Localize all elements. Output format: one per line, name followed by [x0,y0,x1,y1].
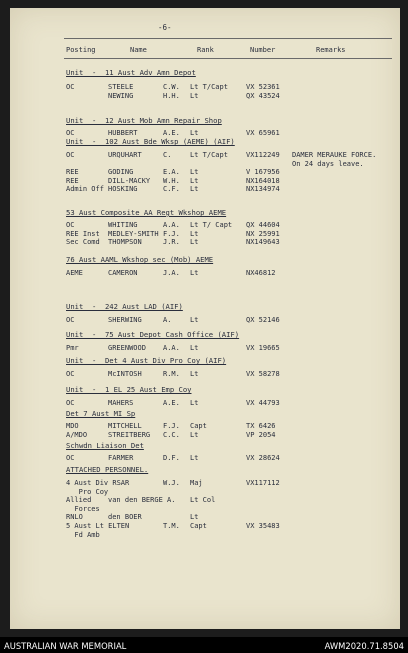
name-cell: GODING [108,168,134,177]
number-cell: VX 52361 [246,83,280,91]
page-number: -6- [158,23,172,32]
name-cell: URQUHART [108,151,142,159]
rank-cell: Lt [190,185,199,194]
posting-cell: OC [66,316,75,324]
name-cell: WHITING [108,221,138,229]
initials-cell: C.W. [163,83,180,91]
rank-cell: Lt [190,91,199,100]
header-number: Number [250,46,276,54]
posting-cell: 5 Aust Lt ELTEN [66,522,130,530]
initials-cell: W.J. [163,479,180,487]
section-title: Det 7 Aust MI Sp [66,409,136,418]
footer-accession: AWM2020.71.8504 [324,641,404,651]
name-cell: HOSKING [108,185,138,194]
header-remarks: Remarks [316,46,346,54]
number-cell: VX112249 [246,151,280,159]
header-rank: Rank [197,46,214,54]
rank-cell: Lt [190,176,199,185]
section-title: Unit - 102 Aust Bde Wksp (AEME) (AIF) [66,137,235,146]
name-cell: van den BERGE A. [108,496,176,505]
number-cell: NX46812 [246,269,276,277]
rank-cell: Lt Col [190,496,216,505]
initials-cell: A. [163,316,172,324]
name-cell: SHERWING [108,316,142,324]
name-cell: STEELE [108,83,134,91]
posting-cell: RNLO [66,513,83,522]
initials-cell: A.A. [163,221,180,229]
initials-cell: R.M. [163,370,180,378]
initials-cell: H.H. [163,91,180,100]
initials-cell: J.A. [163,269,180,277]
rank-cell: Lt T/Capt [190,151,228,159]
name-cell: FARMER [108,454,134,462]
posting-cell: AEME [66,269,83,277]
posting-cell: Pmr [66,344,79,352]
name-cell: THOMPSON [108,238,142,247]
name-cell: McINTOSH [108,370,142,378]
name-cell: STREITBERG [108,430,151,439]
initials-cell: E.A. [163,168,180,177]
posting-cell: Pro Coy [66,487,109,496]
posting-cell: OC [66,454,75,462]
section-title: Unit - 11 Aust Adv Amn Depot [66,68,196,77]
footer-bar [0,637,408,653]
initials-cell: F.J. [163,229,180,238]
number-cell: VX 28624 [246,454,280,462]
header-rule-bottom [64,58,392,59]
posting-cell: Fd Amb [66,530,100,539]
name-cell: den BOER [108,513,142,522]
remarks-cell: DAMER MERAUKE FORCE. [292,151,377,159]
name-cell: MAHERS [108,399,134,407]
number-cell: V 167956 [246,168,280,177]
posting-cell: REE Inst [66,229,100,238]
header-posting: Posting [66,46,96,54]
rank-cell: Capt [190,522,207,530]
posting-cell: REE [66,168,79,177]
rank-cell: Lt [190,344,199,352]
initials-cell: F.J. [163,422,180,430]
number-cell: NX 25991 [246,229,280,238]
posting-cell: A/MDO [66,430,88,439]
name-cell: DILL-MACKY [108,176,151,185]
rank-cell: Lt [190,129,199,137]
rank-cell: Lt [190,370,199,378]
initials-cell: A.E. [163,129,180,137]
section-title: 53 Aust Composite AA Regt Wkshop AEME [66,208,227,217]
rank-cell: Lt [190,269,199,277]
header-name: Name [130,46,147,54]
number-cell: VX 44793 [246,399,280,407]
rank-cell: Lt T/Capt [190,83,228,91]
section-title: Unit - 242 Aust LAD (AIF) [66,302,183,311]
rank-cell: Lt [190,229,199,238]
rank-cell: Lt [190,430,199,439]
initials-cell: C. [163,151,172,159]
section-title: Unit - Det 4 Aust Div Pro Coy (AIF) [66,356,227,365]
number-cell: VX 19665 [246,344,280,352]
initials-cell: D.F. [163,454,180,462]
footer-institution: AUSTRALIAN WAR MEMORIAL [4,641,127,651]
initials-cell: W.H. [163,176,180,185]
number-cell: VX117112 [246,479,280,487]
name-cell: HUBBERT [108,129,138,137]
posting-cell: Forces [66,504,100,513]
number-cell: VX 35483 [246,522,280,530]
posting-cell: OC [66,399,75,407]
remarks-cell: On 24 days leave. [292,159,364,168]
posting-cell: 4 Aust Div RSAR [66,479,130,487]
initials-cell: C.F. [163,185,180,194]
number-cell: QX 43524 [246,91,280,100]
header-rule-top [64,38,392,39]
initials-cell: T.M. [163,522,180,530]
section-title: Unit - 12 Aust Mob Amn Repair Shop [66,116,222,125]
number-cell: QX 44604 [246,221,280,229]
section-title: ATTACHED PERSONNEL. [66,465,149,474]
number-cell: TX 6426 [246,422,276,430]
posting-cell: Sec Comd [66,238,100,247]
rank-cell: Lt [190,168,199,177]
number-cell: QX 52146 [246,316,280,324]
posting-cell: OC [66,221,75,229]
section-title: 76 Aust AAML Wkshop sec (Mob) AEME [66,255,214,264]
initials-cell: C.C. [163,430,180,439]
rank-cell: Lt [190,399,199,407]
name-cell: GREENWOOD [108,344,146,352]
rank-cell: Capt [190,422,207,430]
section-title: Schwdn Liaison Det [66,441,144,450]
initials-cell: A.E. [163,399,180,407]
initials-cell: J.R. [163,238,180,247]
number-cell: NX134974 [246,185,280,194]
rank-cell: Lt [190,454,199,462]
number-cell: VX 65961 [246,129,280,137]
posting-cell: Allied [66,496,92,505]
number-cell: NX164018 [246,176,280,185]
name-cell: MITCHELL [108,422,142,430]
number-cell: NX149643 [246,238,280,247]
name-cell: NEWING [108,91,134,100]
number-cell: VP 2054 [246,430,276,439]
name-cell: CAMERON [108,269,138,277]
initials-cell: A.A. [163,344,180,352]
name-cell: MEDLEY-SMITH [108,229,159,238]
rank-cell: Lt [190,238,199,247]
posting-cell: OC [66,151,75,159]
number-cell: VX 58278 [246,370,280,378]
section-title: Unit - 1 EL 25 Aust Emp Coy [66,385,192,394]
posting-cell: OC [66,83,75,91]
posting-cell: MDO [66,422,79,430]
document-page [10,8,400,629]
rank-cell: Lt [190,316,199,324]
posting-cell: Admin Off [66,185,104,194]
rank-cell: Maj [190,479,203,487]
posting-cell: OC [66,370,75,378]
section-title: Unit - 75 Aust Depot Cash Office (AIF) [66,330,240,339]
posting-cell: OC [66,129,75,137]
rank-cell: Lt T/ Capt [190,221,233,229]
posting-cell: REE [66,176,79,185]
rank-cell: Lt [190,513,199,522]
